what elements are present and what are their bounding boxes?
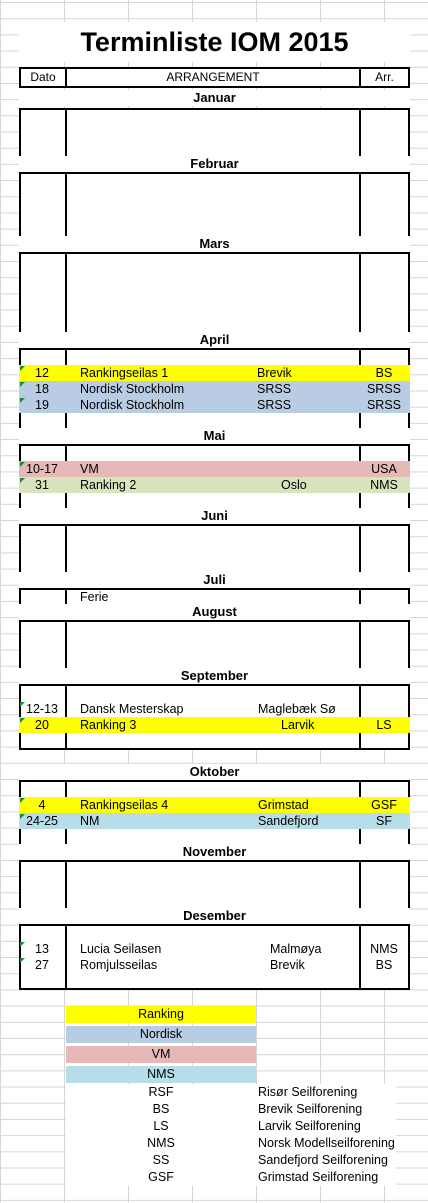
month-heading-november: November xyxy=(19,844,410,860)
club-name: Risør Seilforening xyxy=(258,1085,358,1099)
event-organizer: BS xyxy=(375,958,393,972)
column-divider xyxy=(65,174,67,236)
legend-nms: NMS xyxy=(66,1066,256,1083)
club-legend-row xyxy=(66,1118,396,1135)
column-divider xyxy=(65,254,67,332)
club-name: Norsk Modellseilforening xyxy=(258,1136,395,1150)
event-organizer: USA xyxy=(371,462,397,476)
event-organizer: SF xyxy=(376,814,392,828)
event-row xyxy=(19,797,410,813)
legend-nordisk: Nordisk xyxy=(66,1026,256,1043)
month-block-august xyxy=(19,620,410,670)
event-place: Oslo xyxy=(281,478,307,492)
event-row xyxy=(19,941,410,957)
event-organizer: GSF xyxy=(371,798,397,812)
month-heading-januar: Januar xyxy=(19,90,410,106)
column-divider xyxy=(359,622,361,668)
club-legend-row xyxy=(66,1152,396,1169)
event-name: Lucia Seilasen xyxy=(80,942,162,956)
club-legend-row xyxy=(66,1084,396,1101)
event-organizer: NMS xyxy=(370,478,398,492)
event-place: Larvik xyxy=(281,718,315,732)
event-name: Ranking 3 xyxy=(80,718,137,732)
column-divider xyxy=(359,526,361,572)
event-row xyxy=(19,957,410,973)
column-divider xyxy=(359,174,361,236)
column-header-date: Dato xyxy=(30,70,56,84)
event-row xyxy=(19,365,410,381)
event-date: 20 xyxy=(35,718,49,732)
event-date: 18 xyxy=(35,382,49,396)
event-date: 24-25 xyxy=(26,814,58,828)
event-date xyxy=(19,589,65,605)
event-row xyxy=(19,589,410,605)
event-date: 12-13 xyxy=(26,702,58,716)
month-heading-juli: Juli xyxy=(19,572,410,588)
column-divider xyxy=(65,622,67,668)
event-date: 13 xyxy=(35,942,49,956)
event-place: Brevik xyxy=(257,366,292,380)
event-date: 19 xyxy=(35,398,49,412)
event-organizer: SRSS xyxy=(366,382,402,396)
event-date: 31 xyxy=(35,478,49,492)
event-organizer xyxy=(360,589,408,605)
event-row xyxy=(19,701,410,717)
event-place: Maglebæk Sø xyxy=(258,702,336,716)
month-heading-mai: Mai xyxy=(19,428,410,444)
month-block-mars xyxy=(19,252,410,334)
legend-vm: VM xyxy=(66,1046,256,1063)
month-block-januar xyxy=(19,108,410,158)
event-name: Rankingseilas 4 xyxy=(80,798,169,812)
event-organizer: BS xyxy=(375,366,393,380)
month-heading-februar: Februar xyxy=(19,156,410,172)
event-row xyxy=(19,397,410,413)
table-header xyxy=(19,67,410,88)
event-name: Ferie xyxy=(80,590,109,604)
event-date: 4 xyxy=(38,798,46,812)
club-code: SS xyxy=(152,1153,170,1167)
event-name: Ranking 2 xyxy=(80,478,137,492)
event-organizer: LS xyxy=(376,718,392,732)
club-name: Grimstad Seilforening xyxy=(258,1170,379,1184)
month-heading-september: September xyxy=(19,668,410,684)
event-name: Rankingseilas 1 xyxy=(80,366,169,380)
event-organizer: NMS xyxy=(370,942,398,956)
event-organizer xyxy=(360,701,408,717)
event-row xyxy=(19,477,410,493)
club-code: LS xyxy=(153,1119,169,1133)
column-header-event: ARRANGEMENT xyxy=(166,70,260,84)
club-legend-row xyxy=(66,1169,396,1186)
event-row xyxy=(19,381,410,397)
month-block-februar xyxy=(19,172,410,238)
event-name: Nordisk Stockholm xyxy=(80,398,185,412)
event-row xyxy=(19,813,410,829)
event-place: SRSS xyxy=(257,398,292,412)
month-block-november xyxy=(19,860,410,910)
event-organizer: SRSS xyxy=(366,398,402,412)
event-name: VM xyxy=(80,462,99,476)
column-divider xyxy=(65,110,67,156)
month-heading-mars: Mars xyxy=(19,236,410,252)
month-heading-august: August xyxy=(19,604,410,620)
event-place: SRSS xyxy=(257,382,292,396)
page-title: Terminliste IOM 2015 xyxy=(19,22,410,62)
column-divider xyxy=(65,862,67,908)
club-code: BS xyxy=(152,1102,170,1116)
club-code: GSF xyxy=(148,1170,174,1184)
column-divider xyxy=(359,254,361,332)
club-code: RSF xyxy=(148,1085,174,1099)
column-divider xyxy=(65,526,67,572)
month-heading-april: April xyxy=(19,332,410,348)
column-divider xyxy=(359,110,361,156)
club-legend-row xyxy=(66,1135,396,1152)
event-date: 10-17 xyxy=(26,462,58,476)
event-name: Dansk Mesterskap xyxy=(80,702,184,716)
column-divider xyxy=(359,862,361,908)
event-place: Grimstad xyxy=(258,798,309,812)
event-name: NM xyxy=(80,814,100,828)
month-heading-oktober: Oktober xyxy=(19,764,410,780)
event-place: Sandefjord xyxy=(258,814,319,828)
event-row xyxy=(19,461,410,477)
month-heading-desember: Desember xyxy=(19,908,410,924)
event-date: 12 xyxy=(35,366,49,380)
month-block-juni xyxy=(19,524,410,574)
club-code: NMS xyxy=(147,1136,175,1150)
legend-ranking: Ranking xyxy=(66,1006,256,1023)
club-legend-row xyxy=(66,1101,396,1118)
club-name: Sandefjord Seilforening xyxy=(258,1153,388,1167)
club-name: Brevik Seilforening xyxy=(258,1102,363,1116)
club-name: Larvik Seilforening xyxy=(258,1119,361,1133)
event-name: Romjulsseilas xyxy=(80,958,158,972)
event-date: 27 xyxy=(35,958,49,972)
month-heading-juni: Juni xyxy=(19,508,410,524)
event-place: Malmøya xyxy=(270,942,322,956)
column-header-organizer: Arr. xyxy=(375,70,394,84)
event-name: Nordisk Stockholm xyxy=(80,382,185,396)
event-row xyxy=(19,717,410,733)
event-place: Brevik xyxy=(270,958,305,972)
